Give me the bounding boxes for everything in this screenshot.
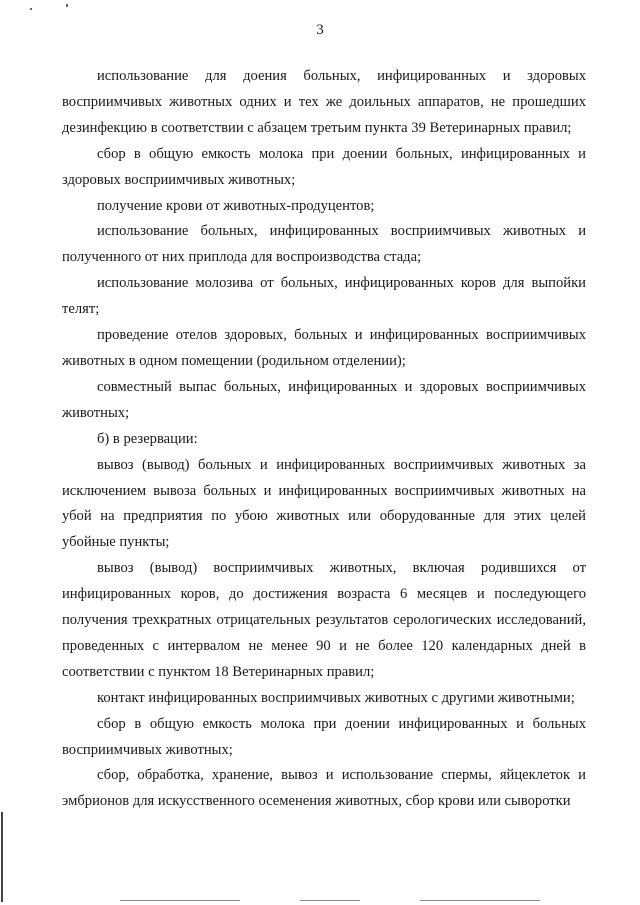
scan-bottom-rule [420,900,540,901]
paragraph: сбор в общую емкость молока при доении инфицированных и больных восприимчивых животных; [62,715,586,758]
scan-bottom-rule [300,900,360,901]
scan-artifact-mark [30,8,32,10]
paragraph: контакт инфицированных восприимчивых животных с другими животными; [97,689,575,706]
paragraph: вывоз (вывод) больных и инфицированных восприимчивых животных за исключением вывоза больных и инфицированных восприимчивых животных на убой на предприятия по убою животных или оборудованные для этих целей убойные пункты; [62,456,586,551]
paragraph: получение крови от животных-продуцентов; [97,197,375,214]
paragraph: использование больных, инфицированных восприимчивых животных и полученного от них приплода для воспроизводства стада; [62,223,586,266]
document-body [62,64,586,815]
paragraph: проведение отелов здоровых, больных и инфицированных восприимчивых животных в одном помещении (родильном отделении); [62,327,586,369]
paragraph: использование молозива от больных, инфицированных коров для выпойки телят; [62,275,586,318]
paragraph: использование для доения больных, инфицированных и здоровых восприимчивых животных одних и тех же доильных аппаратов, не прошедших дезинфекцию в соответствии с абзацем третьим пункта 39 Ветеринарных правил; [62,68,586,136]
paragraph: сбор, обработка, хранение, вывоз и использование спермы, яйцеклеток и эмбрионов для искусственного осеменения животных, сбор крови или сыворотки [62,767,586,810]
paragraph: вывоз (вывод) восприимчивых животных, включая родившихся от инфицированных коров, до достижения возраста 6 месяцев и последующего получения трехкратных отрицательных результатов серологических исследований, проведенных с интервалом не менее 90 и не более 120 календарных дней в соответствии с пунктом 18 Ветеринарных правил; [62,560,586,680]
scan-bottom-rule [120,900,240,901]
section-heading: б) в резервации: [97,430,198,447]
scan-edge-line [1,812,3,902]
paragraph: совместный выпас больных, инфицированных и здоровых восприимчивых животных; [62,378,586,421]
paragraph: сбор в общую емкость молока при доении больных, инфицированных и здоровых восприимчивых животных; [62,145,586,188]
scan-artifact-mark [66,4,68,7]
page-number: 3 [316,22,324,38]
